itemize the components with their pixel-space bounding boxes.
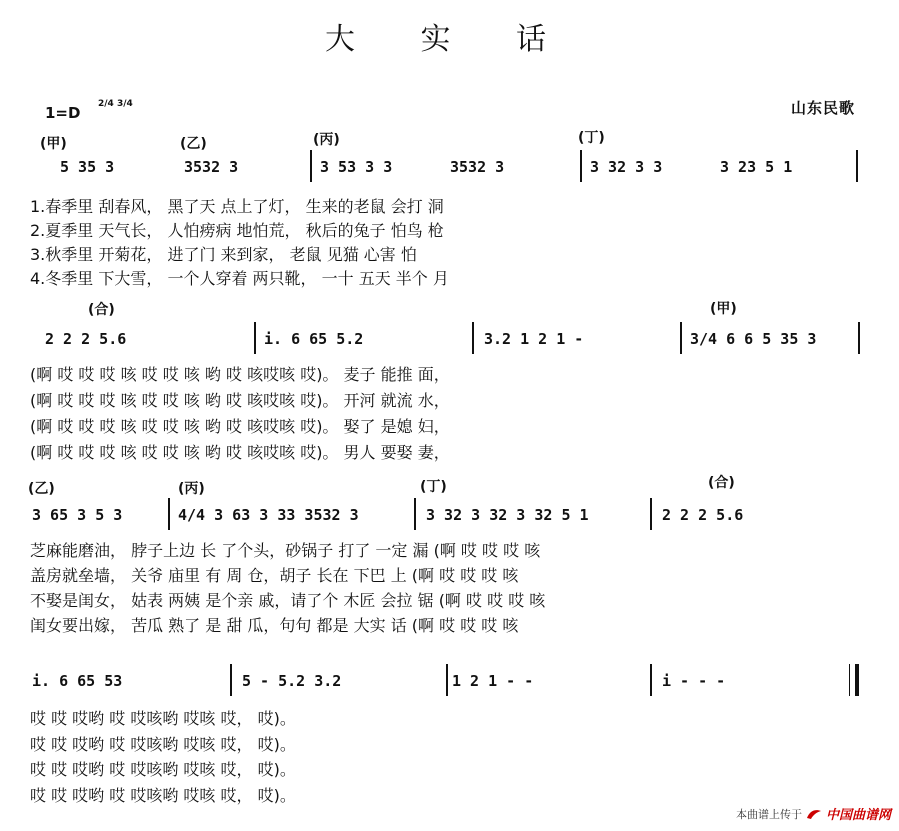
- notation-measure: 3 32 3 3: [590, 158, 663, 176]
- barline: [680, 322, 682, 354]
- section-mark: (丙): [313, 132, 340, 148]
- song-origin: 山东民歌: [790, 99, 855, 117]
- lyric-line: (啊 哎 哎 哎 咳 哎 哎 咳 哟 哎 咳哎咳 哎)。 男人 要娶 妻，: [30, 443, 450, 462]
- notation-measure: 4/4 3 63 3 33 3532 3: [178, 506, 359, 524]
- notation-measure: 2 2 2 5.6: [662, 506, 744, 524]
- lyric-line: 芝麻能磨油， 脖子上边 长 了个头，砂锅子 打了 一定 漏 (啊 哎 哎 哎 咳: [30, 541, 541, 560]
- notation-measure: i - - -: [662, 672, 726, 690]
- lyric-line: (啊 哎 哎 哎 咳 哎 哎 咳 哟 哎 咳哎咳 哎)。 开河 就流 水，: [30, 391, 450, 410]
- notation-measure: 3.2 1 2 1 -: [484, 330, 584, 348]
- notation-measure: 5 35 3: [60, 158, 115, 176]
- lyric-line: 哎 哎 哎哟 哎 哎咳哟 哎咳 哎， 哎)。: [30, 760, 296, 779]
- lyric-line: (啊 哎 哎 哎 咳 哎 哎 咳 哟 哎 咳哎咳 哎)。 麦子 能推 面，: [30, 365, 450, 384]
- lyric-line: 哎 哎 哎哟 哎 哎咳哟 哎咳 哎， 哎)。: [30, 709, 296, 728]
- lyric-line: 哎 哎 哎哟 哎 哎咳哟 哎咳 哎， 哎)。: [30, 735, 296, 754]
- notation-measure: 3 65 3 5 3: [32, 506, 123, 524]
- section-mark: (乙): [180, 136, 207, 152]
- lyric-line: 3.秋季里 开菊花， 进了门 来到家， 老鼠 见猫 心害 怕: [30, 245, 417, 264]
- notation-measure: 3 32 3 32 3 32 5 1: [426, 506, 589, 524]
- notation-measure: i. 6 65 53: [32, 672, 123, 690]
- lyric-line: 1.春季里 刮春风， 黑了天 点上了灯， 生来的老鼠 会打 洞: [30, 197, 444, 216]
- barline: [580, 150, 582, 182]
- key-signature: 1=D: [45, 104, 81, 122]
- section-mark: (丙): [178, 481, 205, 497]
- notation-measure: 2 2 2 5.6: [45, 330, 127, 348]
- barline: [254, 322, 256, 354]
- section-mark: (甲): [710, 301, 737, 317]
- final-barline-thin: [849, 664, 850, 696]
- lyric-line: 哎 哎 哎哟 哎 哎咳哟 哎咳 哎， 哎)。: [30, 786, 296, 805]
- lyric-line: 2.夏季里 天气长， 人怕痨病 地怕荒， 秋后的兔子 怕鸟 枪: [30, 221, 444, 240]
- section-mark: (丁): [420, 479, 447, 495]
- notation-measure: 3532 3: [450, 158, 505, 176]
- song-title: 大 实 话: [324, 22, 575, 57]
- upload-credit: [736, 804, 891, 823]
- barline: [310, 150, 312, 182]
- barline: [414, 498, 416, 530]
- site-logo-text[interactable]: 中国曲谱网: [825, 808, 891, 823]
- time-signature: 2/4 3/4: [98, 99, 133, 109]
- section-mark: (甲): [40, 136, 67, 152]
- section-mark: (合): [708, 475, 735, 491]
- notation-measure: 3/4 6 6 5 35 3: [690, 330, 817, 348]
- section-mark: (乙): [28, 481, 55, 497]
- notation-measure: i. 6 65 5.2: [264, 330, 364, 348]
- barline: [858, 322, 860, 354]
- barline: [472, 322, 474, 354]
- barline: [650, 664, 652, 696]
- notation-measure: 5 - 5.2 3.2: [242, 672, 342, 690]
- section-mark: (合): [88, 302, 115, 318]
- notation-measure: 1 2 1 - -: [452, 672, 534, 690]
- lyric-line: 盖房就垒墙， 关爷 庙里 有 周 仓，胡子 长在 下巴 上 (啊 哎 哎 哎 咳: [30, 566, 519, 585]
- lyric-line: (啊 哎 哎 哎 咳 哎 哎 咳 哟 哎 咳哎咳 哎)。 娶了 是媳 妇，: [30, 417, 450, 436]
- notation-measure: 3 53 3 3: [320, 158, 393, 176]
- site-logo-icon: [806, 808, 822, 820]
- notation-measure: 3532 3: [184, 158, 239, 176]
- barline: [446, 664, 448, 696]
- final-barline-thick: [855, 664, 859, 696]
- barline: [230, 664, 232, 696]
- lyric-line: 闺女要出嫁， 苦瓜 熟了 是 甜 瓜，句句 都是 大实 话 (啊 哎 哎 哎 咳: [30, 616, 519, 635]
- lyric-line: 不娶是闺女， 姑表 两姨 是个亲 戚，请了个 木匠 会拉 锯 (啊 哎 哎 哎 咳: [30, 591, 546, 610]
- lyric-line: 4.冬季里 下大雪， 一个人穿着 两只靴， 一十 五天 半个 月: [30, 269, 449, 288]
- section-mark: (丁): [578, 130, 605, 146]
- upload-credit-text: 本曲谱上传于: [735, 807, 802, 821]
- barline: [856, 150, 858, 182]
- notation-measure: 3 23 5 1: [720, 158, 793, 176]
- barline: [650, 498, 652, 530]
- barline: [168, 498, 170, 530]
